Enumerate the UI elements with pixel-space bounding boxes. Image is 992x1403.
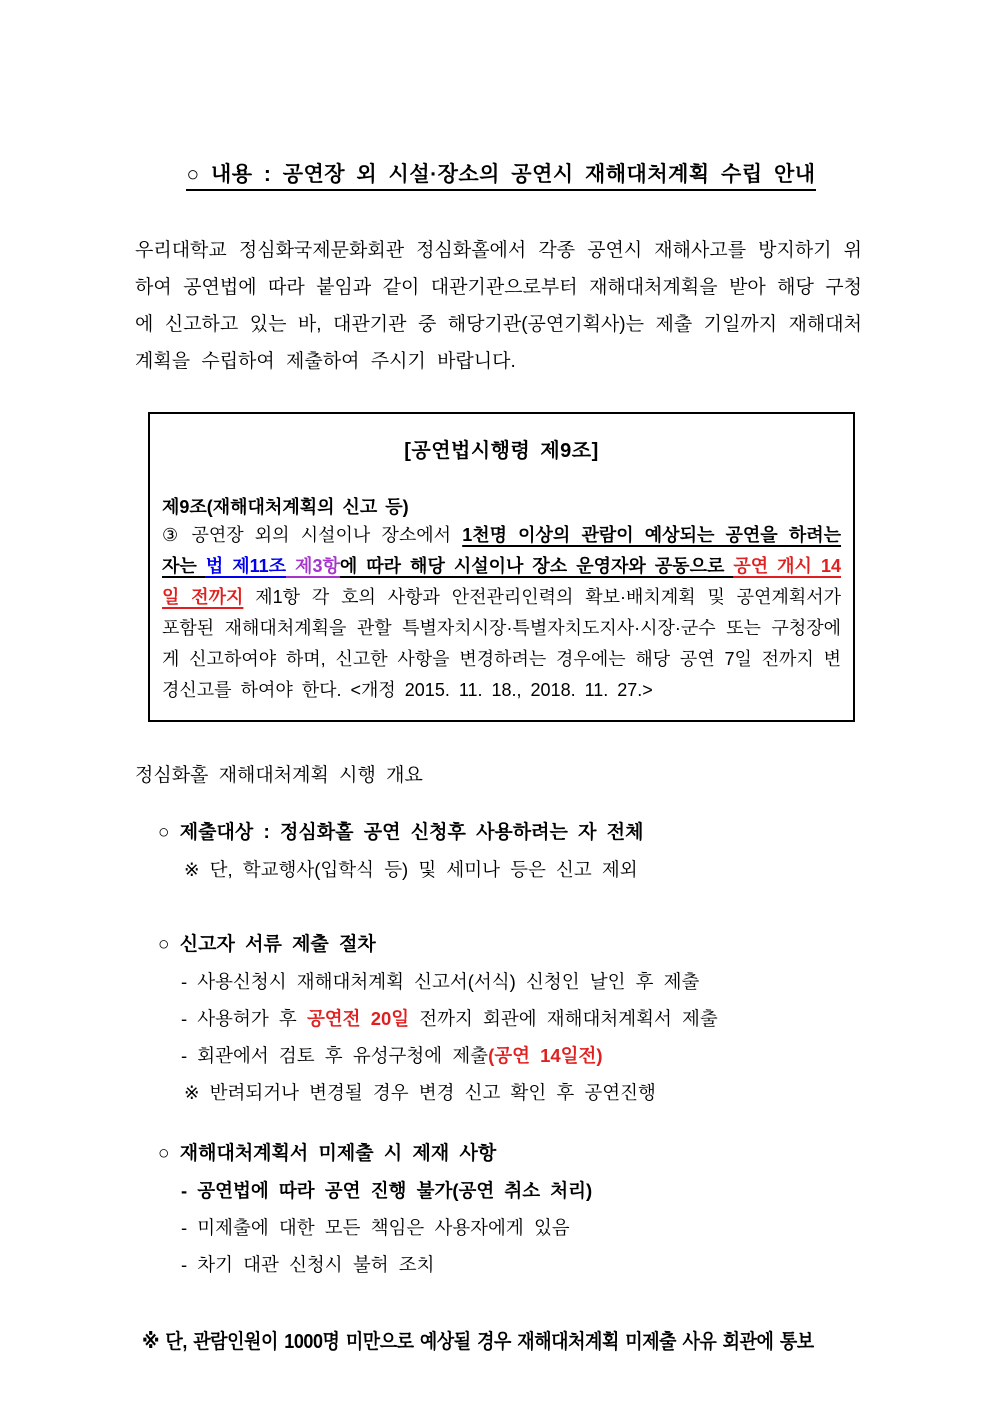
document-title bbox=[130, 160, 872, 190]
law-article-heading: 제9조(재해대처계획의 신고 등) bbox=[162, 497, 409, 517]
section-submission-target bbox=[158, 814, 992, 888]
law-clause-text bbox=[162, 520, 841, 706]
procedure-item-1: - 사용신청시 재해대처계획 신고서(서식) 신청인 날인 후 제출 bbox=[181, 971, 700, 992]
procedure-item-2 bbox=[181, 1000, 992, 1037]
submission-target-note: ※ 단, 학교행사(입학식 등) 및 세미나 등은 신고 제외 bbox=[184, 859, 638, 880]
law-run-bold-underline-2: 에 따라 해당 시설이나 장소 운영자와 공동으로 bbox=[339, 556, 734, 576]
intro-paragraph: 우리대학교 정심화국제문화회관 정심화홀에서 각종 공연시 재해사고를 방지하기 위하여 공연법에 따라 붙임과 같이 대관기관으로부터 재해대처계획을 받아 해당 구청에 신고하고 있는 바, 대관기관 중 해당기관(공연기획사)는 제출 기일까지 재해대처계획을 수립하여 제출하여 주시기 바랍니다. bbox=[135, 240, 862, 372]
law-run-purple-underline: 제3항 bbox=[286, 556, 340, 576]
law-run-bold-underline-1: 1천명 이상의 관람이 예상되는 공연을 하려는 자는 bbox=[162, 525, 842, 576]
procedure-heading: ○ 신고자 서류 제출 절차 bbox=[158, 934, 376, 955]
law-amendment-note: <개정 2015. 11. 18., 2018. 11. 27.> bbox=[350, 680, 653, 700]
document-title-text: ○ 내용 : 공연장 외 시설·장소의 공연시 재해대처계획 수립 안내 bbox=[186, 163, 815, 191]
submission-target-heading: ○ 제출대상 : 정심화홀 공연 신청후 사용하려는 자 전체 bbox=[158, 822, 644, 843]
footer-note: ※ 단, 관람인원이 1000명 미만으로 예상될 경우 재해대처계획 미제출 사유 회관에 통보 bbox=[142, 1331, 814, 1353]
procedure-item-3-red: (공연 14일전) bbox=[488, 1045, 603, 1066]
procedure-note: ※ 반려되거나 변경될 경우 변경 신고 확인 후 공연진행 bbox=[184, 1082, 656, 1103]
law-excerpt-box bbox=[148, 412, 855, 722]
procedure-item-2-red: 공연전 20일 bbox=[306, 1008, 410, 1029]
procedure-item-3-pre: - 회관에서 검토 후 유성구청에 제출 bbox=[181, 1045, 489, 1066]
procedure-item-2-pre: - 사용허가 후 bbox=[181, 1008, 307, 1029]
law-run-blue-underline: 법 제11조 bbox=[205, 556, 287, 576]
sanctions-item-3: - 차기 대관 신청시 불허 조치 bbox=[181, 1254, 435, 1275]
overview-heading: 정심화홀 재해대처계획 시행 개요 bbox=[135, 765, 423, 786]
procedure-item-2-post: 전까지 회관에 재해대처계획서 제출 bbox=[409, 1008, 718, 1029]
law-run-red-underline: 공연 개시 14일 전까지 bbox=[162, 556, 841, 607]
procedure-item-3 bbox=[181, 1037, 992, 1074]
sanctions-item-1: - 공연법에 따라 공연 진행 불가(공연 취소 처리) bbox=[181, 1180, 593, 1201]
section-sanctions bbox=[158, 1135, 992, 1283]
sanctions-item-2: - 미제출에 대한 모든 책임은 사용자에게 있음 bbox=[181, 1217, 570, 1238]
law-run-normal-1: ③ 공연장 외의 시설이나 장소에서 bbox=[162, 525, 463, 545]
law-run-normal-2: 제1항 각 호의 사항과 안전관리인력의 확보·배치계획 및 공연계획서가 포함된 재해대처계획을 관할 특별자치시장·특별자치도지사·시장·군수 또는 구청장에게 신고하여야 하며, 신고한 사항을 변경하려는 경우에는 해당 공연 7일 전까지 변경신고를 하여야 한다. bbox=[162, 587, 842, 700]
law-box-title: [공연법시행령 제9조] bbox=[404, 440, 599, 462]
sanctions-heading: ○ 재해대처계획서 미제출 시 제재 사항 bbox=[158, 1143, 497, 1164]
section-procedure bbox=[158, 926, 992, 1111]
